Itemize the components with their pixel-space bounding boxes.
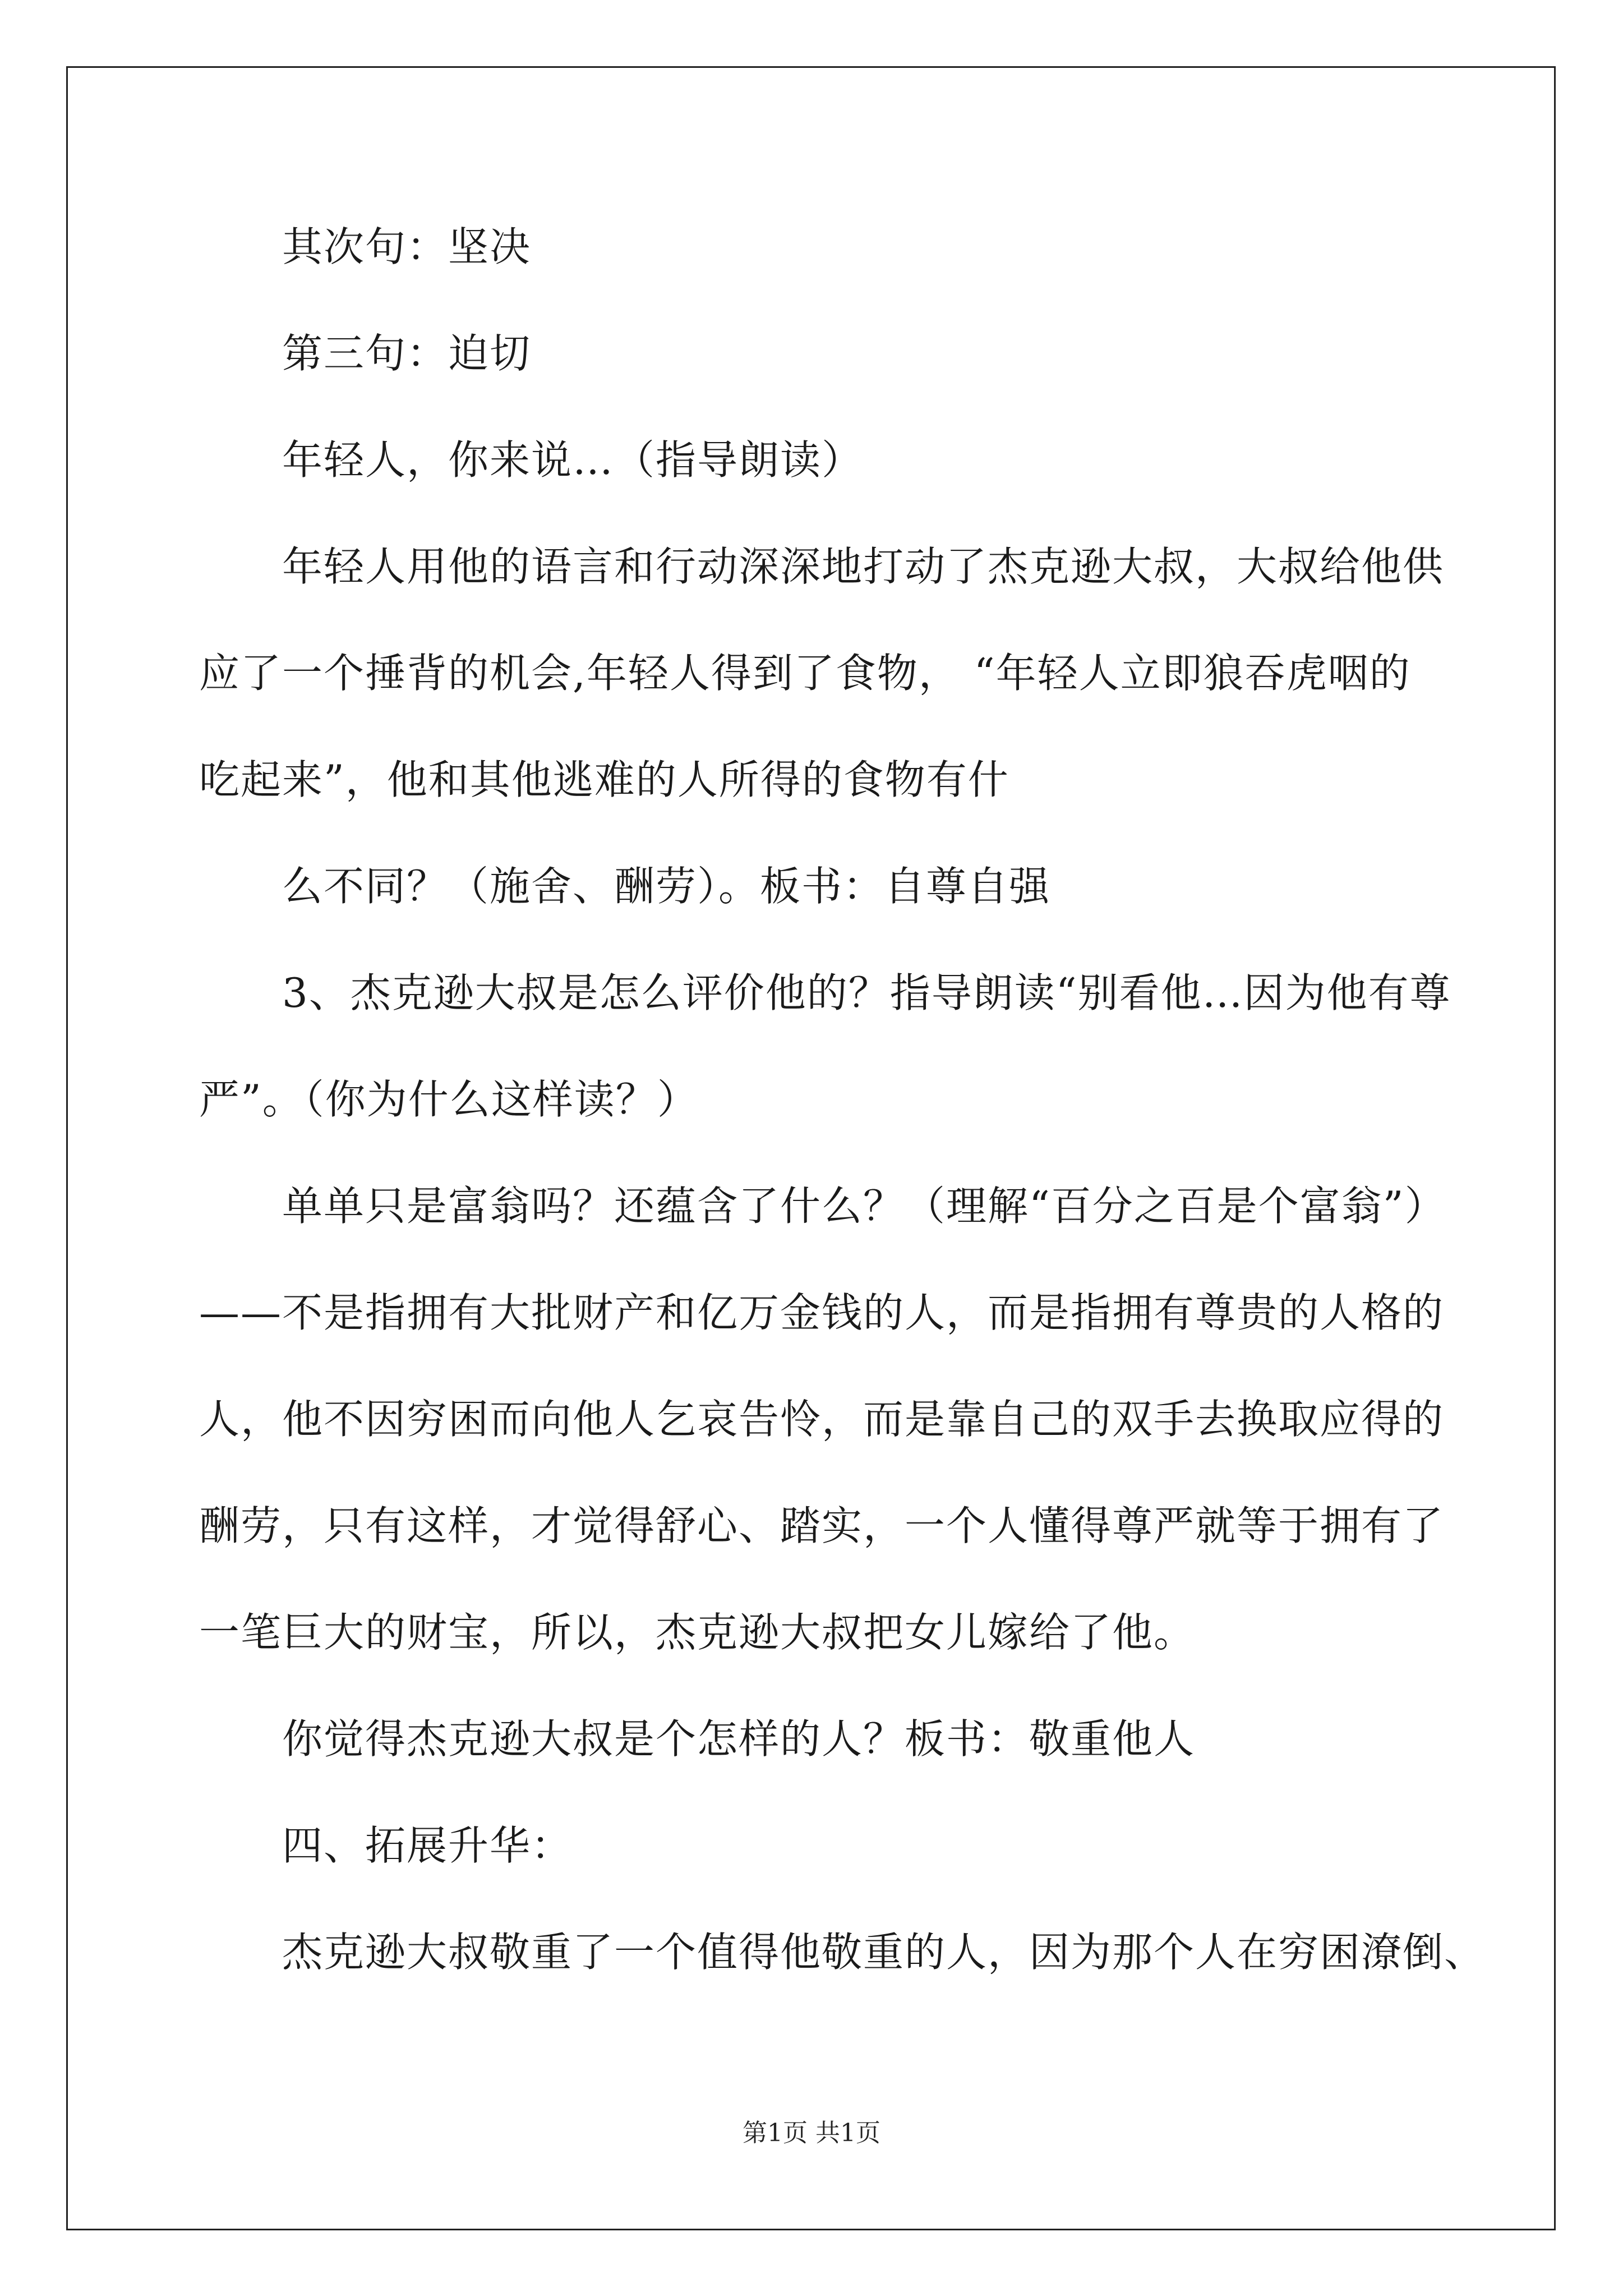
paragraph-line: 第三句：迫切 — [282, 330, 532, 377]
paragraph-line: 年轻人，你来说…（指导朗读） — [282, 436, 864, 484]
paragraph-line: 年轻人用他的语言和行动深深地打动了杰克逊大叔，大叔给他供 — [282, 543, 1445, 590]
paragraph-line: 应了一个捶背的机会,年轻人得到了食物， “年轻人立即狼吞虎咽的 — [199, 650, 1411, 697]
paragraph-line: 杰克逊大叔敬重了一个值得他敬重的人，因为那个人在穷困潦倒、 — [282, 1929, 1486, 1976]
paragraph-line: 人，他不因穷困而向他人乞哀告怜，而是靠自己的双手去换取应得的 — [199, 1396, 1445, 1443]
paragraph-line: 一笔巨大的财宝，所以，杰克逊大叔把女儿嫁给了他。 — [199, 1609, 1196, 1656]
paragraph-line: 单单只是富翁吗？还蕴含了什么？（理解“百分之百是个富翁”） — [282, 1182, 1446, 1230]
paragraph-line: 吃起来”，他和其他逃难的人所得的食物有什 — [199, 756, 1009, 803]
paragraph-line: 么不同？（施舍、酬劳）。板书：自尊自强 — [282, 863, 1051, 910]
paragraph-line: 你觉得杰克逊大叔是个怎样的人？板书：敬重他人 — [282, 1715, 1196, 1763]
paragraph-line: 其次句：坚决 — [282, 223, 532, 270]
paragraph-line: 严”。（你为什么这样读？） — [199, 1076, 699, 1123]
section-heading: 四、拓展升华： — [282, 1822, 573, 1869]
page-footer: 第1页 共1页 — [743, 2119, 880, 2147]
paragraph-line: ——不是指拥有大批财产和亿万金钱的人，而是指拥有尊贵的人格的 — [199, 1289, 1445, 1336]
paragraph-line: 3、杰克逊大叔是怎么评价他的？指导朗读“别看他…因为他有尊 — [282, 969, 1451, 1016]
paragraph-line: 酬劳，只有这样，才觉得舒心、踏实，一个人懂得尊严就等于拥有了 — [199, 1502, 1445, 1549]
page-border — [66, 66, 1556, 2230]
